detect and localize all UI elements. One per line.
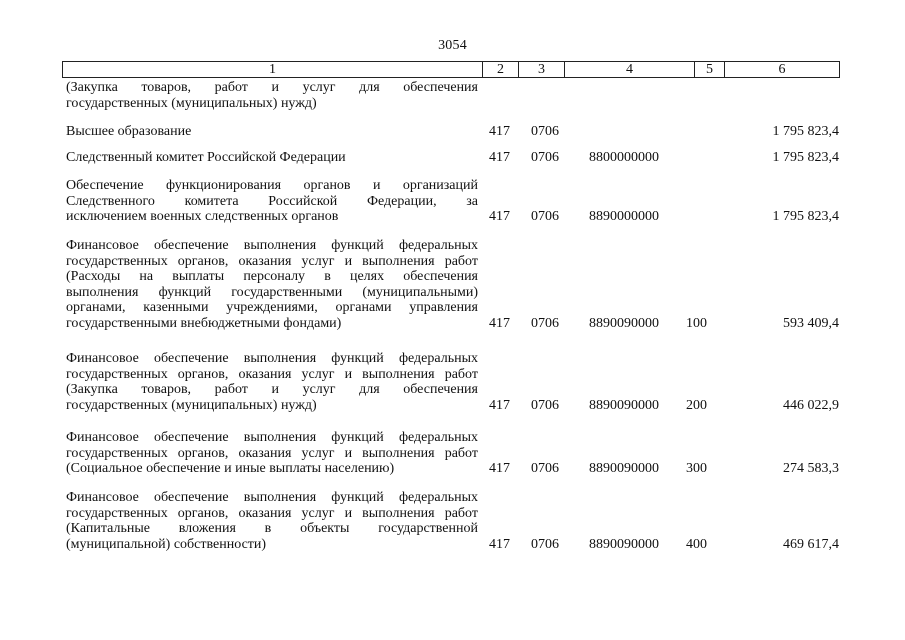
row-description	[66, 178, 478, 225]
row-description	[66, 150, 478, 166]
description-line: государственных (муниципальных) нужд)	[66, 397, 317, 413]
row-description	[66, 430, 478, 477]
cell-vr: 300	[686, 461, 707, 476]
cell-sum: 593 409,4	[783, 315, 839, 331]
header-col-1: 1	[63, 62, 483, 77]
cell-ved: 417	[489, 315, 510, 331]
cell-sum: 1 795 823,4	[772, 124, 839, 139]
row-description	[66, 80, 478, 111]
cell-ved: 417	[489, 124, 510, 139]
cell-sum: 446 022,9	[783, 397, 839, 413]
description-line: Следственного комитета Российской Федерации, за	[66, 193, 478, 209]
cell-csr: 8890090000	[589, 315, 659, 331]
description-line: Финансовое обеспечение выполнения функций федеральных	[66, 490, 478, 505]
description-line: выполнения функций государственными (муниципальными)	[66, 284, 478, 300]
cell-csr: 8890090000	[589, 397, 659, 413]
description-line: органами, казенными учреждениями, органами управления	[66, 300, 478, 315]
row-description	[66, 490, 478, 552]
description-line: (Закупка товаров, работ и услуг для обеспечения	[66, 382, 478, 397]
description-line: государственных органов, оказания услуг и выполнения работ	[66, 253, 478, 269]
description-line: Финансовое обеспечение выполнения функций федеральных	[66, 430, 478, 445]
header-col-6: 6	[778, 62, 786, 77]
description-line: (Закупка товаров, работ и услуг для обеспечения	[66, 80, 478, 95]
cell-ved: 417	[489, 536, 510, 552]
description-line: государственных (муниципальных) нужд)	[66, 95, 317, 111]
cell-csr: 8890090000	[589, 536, 659, 552]
description-line: исключением военных следственных органов	[66, 209, 339, 224]
cell-csr: 8890090000	[589, 461, 659, 476]
cell-rz: 0706	[531, 536, 559, 552]
cell-csr: 8800000000	[589, 150, 659, 165]
cell-rz: 0706	[531, 397, 559, 413]
cell-sum: 1 795 823,4	[772, 150, 839, 165]
cell-rz: 0706	[531, 461, 559, 476]
cell-sum: 1 795 823,4	[772, 209, 839, 224]
description-line: государственных органов, оказания услуг и выполнения работ	[66, 366, 478, 382]
table-header-row	[62, 61, 840, 78]
cell-ved: 417	[489, 397, 510, 413]
description-line: государственными внебюджетными фондами)	[66, 315, 342, 331]
cell-ved: 417	[489, 209, 510, 224]
row-description	[66, 124, 478, 140]
cell-sum: 274 583,3	[783, 461, 839, 476]
cell-vr: 200	[686, 397, 707, 413]
description-line: (Капитальные вложения в объекты государственной	[66, 521, 478, 536]
cell-vr: 100	[686, 315, 707, 331]
row-description	[66, 351, 478, 413]
cell-rz: 0706	[531, 209, 559, 224]
cell-rz: 0706	[531, 150, 559, 165]
header-col-4: 4	[565, 62, 695, 77]
cell-csr: 8890000000	[589, 209, 659, 224]
row-description	[66, 238, 478, 331]
cell-sum: 469 617,4	[783, 536, 839, 552]
description-line: (Социальное обеспечение и иные выплаты населению)	[66, 461, 395, 476]
description-line: Обеспечение функционирования органов и организаций	[66, 178, 478, 193]
description-line: Финансовое обеспечение выполнения функций федеральных	[66, 351, 478, 366]
description-line: государственных органов, оказания услуг и выполнения работ	[66, 505, 478, 521]
header-col-3: 3	[519, 62, 565, 77]
cell-rz: 0706	[531, 124, 559, 139]
cell-ved: 417	[489, 150, 510, 165]
description-line: Высшее образование	[66, 124, 192, 139]
description-line: Следственный комитет Российской Федерации	[66, 150, 346, 165]
header-col-2: 2	[483, 62, 519, 77]
header-col-5: 5	[695, 62, 725, 77]
description-line: (Расходы на выплаты персоналу в целях обеспечения	[66, 269, 478, 284]
cell-rz: 0706	[531, 315, 559, 331]
page-number: 3054	[438, 38, 467, 53]
description-line: (муниципальной) собственности)	[66, 536, 267, 552]
cell-ved: 417	[489, 461, 510, 476]
cell-vr: 400	[686, 536, 707, 552]
description-line: Финансовое обеспечение выполнения функций федеральных	[66, 238, 478, 253]
description-line: государственных органов, оказания услуг и выполнения работ	[66, 445, 478, 461]
